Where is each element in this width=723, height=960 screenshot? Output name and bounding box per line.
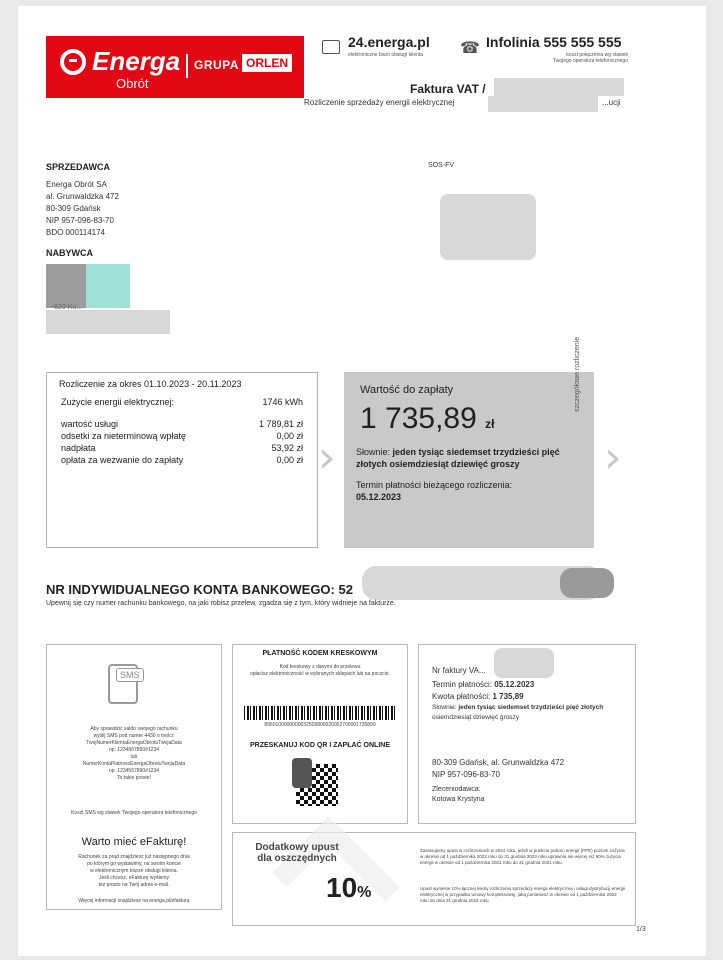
energa-logo: [46, 36, 304, 98]
barcode-number: 8960100000000032509800020002700001735890: [264, 722, 376, 728]
settlement-row-value: 1746 kWh: [262, 397, 303, 407]
settlement-period: Rozliczenie za okres 01.10.2023 - 20.11.2023: [59, 379, 242, 389]
barcode-image: [244, 706, 396, 720]
logo-divider: [186, 54, 188, 78]
payment-title: Wartość do zapłaty: [360, 384, 454, 396]
sms-bubble: SMS: [116, 668, 144, 682]
settlement-row-value: 1 789,81 zł: [258, 419, 303, 429]
seller-line: Energa Obrót SA: [46, 180, 107, 189]
sms-text-line: To takie proste!: [117, 775, 151, 781]
discount-text-1: Zastosujemy upust w rozliczeniach w 2024 roku, jeżeli w punkcie poboru energii (PPE) poziom zużycia w okresie od 1 października 2022 roku do 31 grudnia 2023 roku uprawnia nie więcej niż 90% zużycia energii w okresie od 1 października 2021 roku do 31 grudnia 2021 roku.: [420, 848, 625, 865]
settlement-row-value: 53,92 zł: [271, 443, 303, 453]
transfer-amount: [432, 692, 524, 701]
group-text: GRUPA: [194, 58, 239, 72]
document-code: SOS-FV: [428, 162, 455, 169]
sms-text-line: np. 1234567890#1234: [108, 768, 160, 774]
redaction: [488, 96, 598, 112]
sms-cost: Koszt SMS wg stawek Twojego operatora telefonicznego: [71, 810, 197, 816]
settlement-row-label: wartość usługi: [61, 419, 119, 429]
account-note: Upewnij się czy numer rachunku bankowego, na jaki robisz przelew, zgadza się z tym, który widnieje na fakturze.: [46, 600, 396, 607]
efaktura-line: po którym go wystawimy, na swoim koncie: [87, 861, 181, 867]
phone-desc-1: koszt połączenia wg stawek: [566, 52, 628, 58]
redaction: [292, 758, 312, 788]
efaktura-more-link[interactable]: Więcej informacji znajdziesz na energa.pl/efaktura: [78, 898, 190, 904]
payment-words-value: jeden tysiąc siedemset trzydzieści pięć złotych osiemdziesiąt dziewięć groszy: [356, 447, 560, 469]
payment-currency: zł: [485, 417, 495, 431]
transfer-due-value: 05.12.2023: [494, 680, 535, 689]
page-number: 1/3: [636, 926, 646, 933]
brand-sub: Obrót: [116, 76, 149, 91]
barcode-desc: [240, 664, 400, 678]
settlement-row-label: nadpłata: [61, 443, 96, 453]
settlement-row-value: 0,00 zł: [276, 431, 303, 441]
transfer-words: [432, 704, 603, 711]
buyer-fragment: ~820 Ko...: [50, 304, 83, 311]
barcode-desc-line: Kod kreskowy z danymi do przelewu: [279, 664, 361, 670]
settlement-row-label: opłata za wezwanie do zapłaty: [61, 455, 184, 465]
laptop-icon: [322, 40, 340, 54]
phone-icon: ☎: [460, 40, 480, 57]
chevron-right-icon: ›: [318, 432, 336, 483]
barcode-desc-line: opłacisz elektroniczność w wybranych sklepach lub na poczcie.: [249, 671, 391, 677]
transfer-words-label: Słownie:: [432, 704, 459, 711]
transfer-due-label: Termin płatności:: [432, 680, 495, 689]
account-title: NR INDYWIDUALNEGO KONTA BANKOWEGO: 52: [46, 582, 353, 597]
redaction: [46, 310, 170, 334]
redaction: [86, 264, 130, 308]
sms-text-line: lub: [130, 754, 138, 760]
discount-percent-sign: %: [357, 884, 372, 901]
phone-desc-2: Twojego operatora telefonicznego: [552, 58, 628, 64]
invoice-title: Faktura VAT /: [410, 82, 486, 96]
chevron-right-icon[interactable]: ›: [604, 432, 622, 483]
discount-percent: [326, 872, 371, 904]
efaktura-title: Warto mieć eFakturę!: [81, 836, 187, 848]
invoice-subtitle-end: ...ucji: [602, 98, 621, 107]
web-desc: elektroniczne biuro obsługi klienta: [348, 52, 424, 58]
settlement-box: [46, 372, 318, 548]
orlen-logo: ORLEN: [242, 54, 292, 72]
transfer-invoice: Nr faktury VA...: [432, 666, 486, 675]
sms-text-line: NumerKontaPlatnoscEnergaObrotuTwojaData: [82, 761, 186, 767]
redaction: [440, 194, 536, 260]
invoice-subtitle: Rozliczenie sprzedaży energii elektrycznej: [304, 98, 455, 107]
transfer-address: 80-309 Gdańsk, al. Grunwaldzka 472: [432, 758, 565, 767]
payment-words-label: Słownie:: [356, 447, 393, 457]
barcode-title: PŁATNOŚĆ KODEM KRESKOWYM: [262, 650, 378, 657]
redaction: [494, 648, 554, 678]
sms-text-line: np. 1234567890#1234: [108, 747, 160, 753]
sms-text: [50, 726, 218, 782]
qr-title: PRZESKANUJ KOD QR I ZAPŁAĆ ONLINE: [249, 742, 390, 749]
transfer-nip: NIP 957-096-83-70: [432, 770, 500, 779]
discount-title: Dodatkowy upust dla oszczędnych: [255, 842, 339, 864]
efaktura-line: w elektronicznym biurze obsługi klienta.: [90, 868, 178, 874]
payment-amount-value: 1 735,89: [360, 402, 477, 435]
hotline: Infolinia 555 555 555: [486, 34, 622, 50]
brand-name: Energa: [92, 46, 181, 76]
redaction: [560, 568, 614, 598]
redaction: [494, 78, 624, 96]
payment-due-date: 05.12.2023: [356, 492, 402, 502]
seller-label: SPRZEDAWCA: [46, 162, 111, 172]
efaktura-line: Jeśli chcesz, eFakturę wyślemy: [98, 875, 170, 881]
discount-percent-value: 10: [326, 872, 358, 903]
settlement-row-label: Zużycie energii elektrycznej:: [61, 397, 175, 407]
transfer-due: [432, 680, 534, 689]
seller-line: BDO 000114174: [46, 228, 106, 237]
web-link[interactable]: 24.energa.pl: [348, 34, 430, 50]
seller-line: 80-309 Gdańsk: [46, 204, 101, 213]
redaction: [46, 264, 86, 308]
sms-text-line: Aby sprawdzić saldo swojego rachunku: [90, 726, 178, 732]
transfer-amount-value: 1 735,89: [492, 692, 524, 701]
sms-text-line: wyślij SMS pod numer 4430 o treści:: [93, 733, 175, 739]
efaktura-line: Rachunek za prąd znajdziesz już następnego dnia: [78, 854, 190, 860]
sms-text-line: TwojNumerKlientaEnergaObrotuTwojaData: [86, 740, 182, 746]
efaktura-line: też prosto na Twój adres e-mail.: [98, 882, 170, 888]
transfer-words-2: osiemdziesiąt dziewięć groszy: [432, 714, 520, 721]
transfer-client: Kotowa Krystyna: [432, 796, 485, 803]
settlement-row-value: 0,00 zł: [276, 455, 303, 465]
energa-logo-icon: [60, 49, 86, 75]
transfer-amount-label: Kwota płatności:: [432, 692, 493, 701]
payment-words: [356, 446, 586, 470]
payment-box: [344, 372, 594, 548]
seller-line: al. Grunwaldzka 472: [46, 192, 119, 201]
settlement-row-label: odsetki za nieterminową wpłatę: [61, 431, 187, 441]
transfer-words-value: jeden tysiąc siedemset trzydzieści pięć złotych: [458, 704, 604, 711]
seller-line: NIP 957-096-83-70: [46, 216, 114, 225]
efaktura-text: [50, 854, 218, 889]
payment-amount: [360, 402, 494, 436]
discount-text-2: Upust wyniesie 10% łącznej kwoty rozliczenia sprzedaży energii elektrycznej i usługi dystrybucji energii elektrycznej w przypadku umowy kompleksowej, jaką poniesiesz w okresie od 1 października 2022 roku do dnia 31 grudnia 2023 roku.: [420, 886, 626, 903]
buyer-label: NABYWCA: [46, 248, 93, 258]
details-side-label[interactable]: szczegółowe rozliczenie: [574, 336, 581, 412]
transfer-client-label: Zleceniodawca:: [432, 786, 481, 793]
payment-due-label: Termin płatności bieżącego rozliczenia:: [356, 480, 513, 490]
